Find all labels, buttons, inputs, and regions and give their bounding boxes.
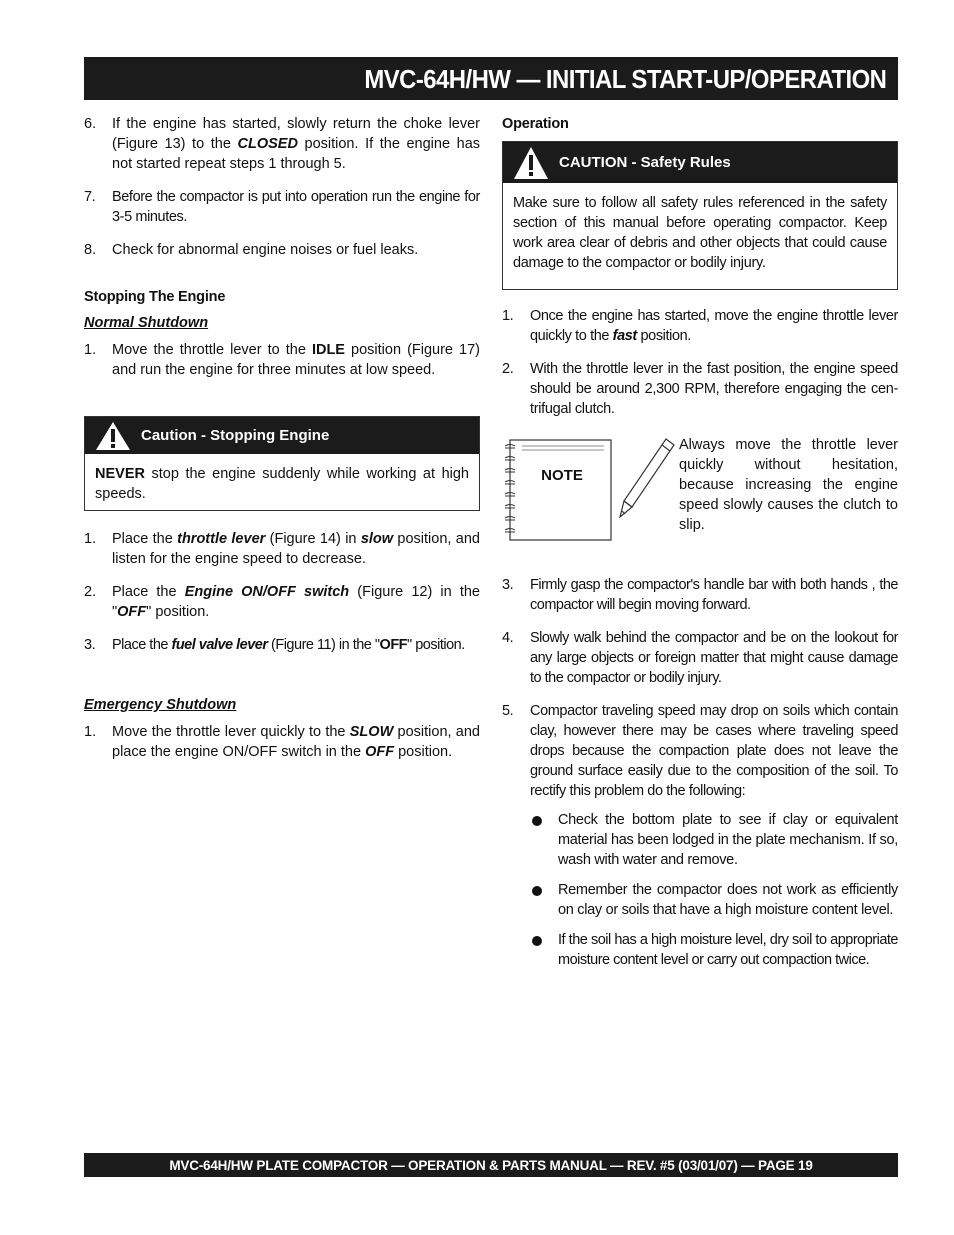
item-number: 1. xyxy=(502,308,514,324)
subsection-heading: Emergency Shutdown xyxy=(84,697,237,713)
list-item: 1. Move the throttle lever quickly to the SLOW position, and place the engine ON/OFF switch in the OFF position. xyxy=(84,724,480,760)
list-item: 4. Slowly walk behind the compactor and be on the lookout for any large objects or foreign matter that might cause damage to the compactor or bodily injury. xyxy=(502,630,898,686)
list-item: 1. Move the throttle lever to the IDLE position (Figure 17) and run the engine for three minutes at low speed. xyxy=(84,342,481,378)
bullet-icon xyxy=(532,816,542,826)
list-item: 8. Check for abnormal engine noises or fuel leaks. xyxy=(84,242,419,258)
notepad-icon xyxy=(502,438,612,543)
item-number: 1. xyxy=(84,342,97,358)
note-label: NOTE xyxy=(541,467,583,484)
caution-body: Make sure to follow all safety rules referenced in the safety section of this manual before operating compactor. Keep work area clear of debris and other objects that could cause damage to the compactor or bodily injury. xyxy=(513,195,887,271)
item-number: 6. xyxy=(84,116,97,132)
footer-text: MVC-64H/HW PLATE COMPACTOR — OPERATION & PARTS MANUAL — REV. #5 (03/01/07) — PAGE 19 xyxy=(169,1158,813,1173)
item-number: 8. xyxy=(84,242,97,258)
pencil-icon xyxy=(616,435,678,521)
right-column xyxy=(502,114,898,980)
caution-header xyxy=(503,142,897,183)
item-number: 7. xyxy=(84,189,96,205)
page-title: MVC-64H/HW — INITIAL START-UP/OPERATION xyxy=(364,64,886,94)
list-item: 1. Place the throttle lever (Figure 14) in slow position, and listen for the engine speed to decrease. xyxy=(84,531,480,567)
footer-bar xyxy=(84,1153,898,1177)
item-number: 3. xyxy=(84,637,96,653)
section-heading: Stopping The Engine xyxy=(84,289,226,305)
section-heading: Operation xyxy=(502,116,569,132)
item-number: 5. xyxy=(502,703,514,719)
bullet-item: Remember the compactor does not work as efficiently on clay or soils that have a high moisture content level. xyxy=(502,880,898,920)
item-number: 1. xyxy=(84,531,97,547)
item-number: 2. xyxy=(502,361,514,377)
item-number: 2. xyxy=(84,584,97,600)
warning-icon xyxy=(95,421,131,457)
header-bar xyxy=(84,57,898,100)
caution-label: CAUTION - Safety Rules xyxy=(559,154,731,171)
list-item: 7. Before the compactor is put into operation run the engine for 3-5 minutes. xyxy=(84,189,480,225)
list-item: 3. Firmly gasp the compactor's handle bar with both hands , the compactor will begin moving forward. xyxy=(502,577,898,613)
caution-box-stopping xyxy=(84,416,480,511)
bullet-icon xyxy=(532,886,542,896)
bullet-icon xyxy=(532,936,542,946)
list-item: 6. If the engine has started, slowly return the choke lever (Figure 13) to the CLOSED position. If the engine has not started repeat steps 1 through 5. xyxy=(84,116,481,172)
list-item: 2. Place the Engine ON/OFF switch (Figure 12) in the "OFF" position. xyxy=(84,584,480,620)
list-item: 2. With the throttle lever in the fast position, the engine speed should be around 2,300 RPM, therefore engaging the cen-trifugal clutch. xyxy=(502,361,898,417)
item-number: 4. xyxy=(502,630,514,646)
warning-icon xyxy=(513,146,549,186)
item-number: 1. xyxy=(84,724,97,740)
note-block xyxy=(502,435,898,575)
note-text: Always move the throttle lever quickly without hesitation, because increasing the engine speed slowly causes the clutch to slip. xyxy=(679,437,898,533)
list-item: 5. Compactor traveling speed may drop on soils which contain clay, however there may be cases where traveling speed drops because the compaction plate does not leave the ground surface easily due to the composition of the soil. To rectify this problem do the following: xyxy=(502,703,898,799)
subsection-heading: Normal Shutdown xyxy=(84,315,209,331)
bullet-item: Check the bottom plate to see if clay or equivalent material has been lodged in the plate mechanism. If so, wash with water and remove. xyxy=(502,810,898,870)
caution-body: NEVER stop the engine suddenly while working at high speeds. xyxy=(95,466,469,502)
left-column xyxy=(84,114,480,775)
list-item: 1. Once the engine has started, move the engine throttle lever quickly to the fast position. xyxy=(502,308,898,344)
caution-label: Caution - Stopping Engine xyxy=(141,427,330,444)
item-number: 3. xyxy=(502,577,514,593)
caution-box-safety xyxy=(502,141,898,290)
list-item: 3. Place the fuel valve lever (Figure 11) in the "OFF" position. xyxy=(84,637,465,653)
caution-header xyxy=(85,417,479,454)
bullet-item: If the soil has a high moisture level, dry soil to appropriate moisture content level or carry out compaction twice. xyxy=(502,930,898,970)
